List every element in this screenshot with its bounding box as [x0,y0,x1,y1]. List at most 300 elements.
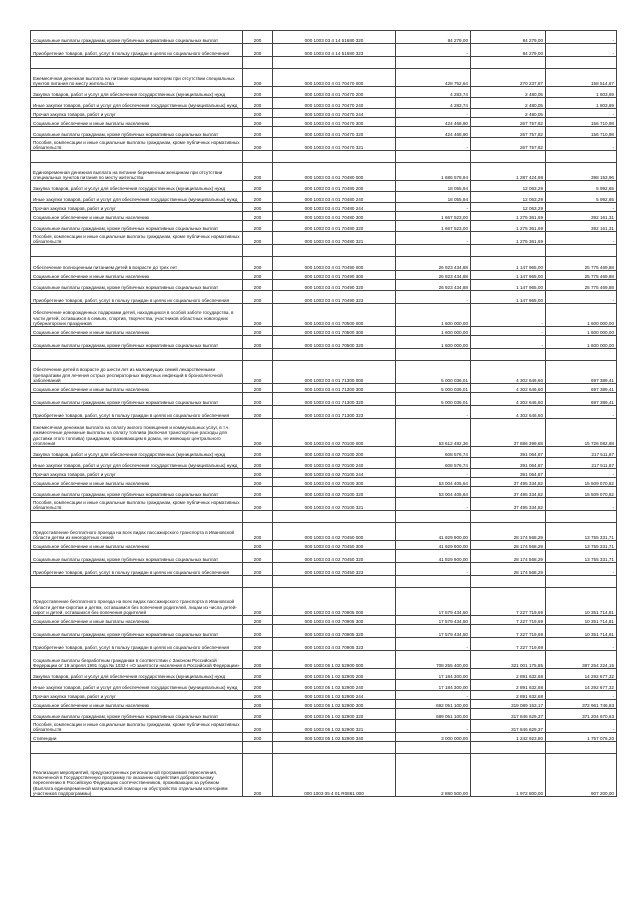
executed-amount: 37 495 334,82 [471,478,546,487]
table-row [31,127,617,138]
row-name: Пособия, компенсации и иные социальные выплаты гражданам, кроме публичных нормативных обязательств [31,138,243,151]
spacer-row [31,151,617,163]
table-row [31,709,617,720]
spacer-cell [243,576,273,588]
spacer-cell [273,151,396,163]
approved-amount: 424 468,90 [396,127,471,138]
budget-code: 000 1003 03 4 01 70490 300 [273,271,396,280]
budget-code: 000 1003 05 1 02 52900 320 [273,709,396,720]
unexecuted-amount: 13 755 331,71 [546,550,617,563]
table-row [31,232,617,245]
unexecuted-amount: 398 153,96 [546,163,617,181]
budget-code: 000 1003 03 4 01 70480 321 [273,232,396,245]
admin-code: 200 [243,523,273,541]
unexecuted-amount: 392 161,31 [546,212,617,221]
table-row [31,487,617,498]
table-row [31,523,617,541]
unexecuted-amount: - [546,406,617,419]
spacer-cell [546,576,617,588]
row-name: Предоставление бесплатного проезда на всех видах пассажирского транспорта в Ивановской области детям из многодетных семей [31,523,243,541]
spacer-cell [273,57,396,69]
table-row [31,327,617,336]
spacer-cell [396,511,471,523]
budget-code: 000 1003 03 4 01 70490 323 [273,291,396,304]
admin-code: 200 [243,700,273,709]
table-row [31,458,617,469]
budget-code: 000 1003 03 4 01 70500 300 [273,327,396,336]
row-name: Социальные выплаты гражданам, кроме публичных нормативных социальных выплат [31,31,243,44]
budget-code: 000 1003 03 4 01 70480 200 [273,181,396,192]
table-row [31,638,617,651]
admin-code: 200 [243,336,273,349]
budget-code: 000 1003 03 4 02 70100 000 [273,419,396,447]
row-name: Закупка товаров, работ и услуг для обеспечения государственных (муниципальных) нужд [31,669,243,680]
unexecuted-amount: 10 351 714,81 [546,625,617,638]
approved-amount: - [396,469,471,478]
approved-amount: 5 000 036,01 [396,384,471,393]
unexecuted-amount: 158 514,67 [546,69,617,87]
executed-amount: 1 275 361,69 [471,221,546,232]
unexecuted-amount: - [546,109,617,118]
spacer-cell [31,151,243,163]
row-name: Приобретение товаров, работ, услуг в пользу граждан в целях их социального обеспечения [31,638,243,651]
unexecuted-amount: - [546,203,617,212]
approved-amount: 4 283,74 [396,98,471,109]
table-row [31,98,617,109]
row-name: Социальные выплаты гражданам, кроме публичных нормативных социальных выплат [31,709,243,720]
executed-amount: 321 001 175,85 [471,651,546,669]
budget-code: 000 1003 03 4 02 70450 323 [273,563,396,576]
approved-amount: 5 000 036,01 [396,361,471,384]
executed-amount: 267 757,82 [471,127,546,138]
admin-code: 200 [243,69,273,87]
spacer-cell [396,57,471,69]
unexecuted-amount: 371 204 670,63 [546,709,617,720]
executed-amount: 7 227 719,69 [471,638,546,651]
approved-amount: 17 579 434,50 [396,625,471,638]
row-name: Социальное обеспечение и иные выплаты населению [31,384,243,393]
table-row [31,31,617,44]
admin-code: 200 [243,691,273,700]
admin-code: 200 [243,192,273,203]
row-name: Социальные выплаты гражданам, кроме публичных нормативных социальных выплат [31,221,243,232]
row-name: Закупка товаров, работ и услуг для обеспечения государственных (муниципальных) нужд [31,87,243,98]
executed-amount: 12 063,29 [471,181,546,192]
budget-code: 000 1003 03 4 14 51680 323 [273,44,396,57]
row-name: Социальное обеспечение и иные выплаты населению [31,271,243,280]
row-name: Предоставление бесплатного проезда на всех видах пассажирского транспорта в Ивановской области детям-сиротам и детям, оставшимся без попечения родителей, лицам из числа детей-сирот и детей, оставшихся без попечения родителей [31,588,243,616]
table-row [31,754,617,797]
spacer-cell [243,151,273,163]
admin-code: 200 [243,181,273,192]
executed-amount: 270 237,87 [471,69,546,87]
spacer-cell [31,349,243,361]
budget-code: 000 1003 05 1 02 52900 340 [273,733,396,742]
approved-amount: 4 283,74 [396,87,471,98]
row-name: Пособия, компенсации и иные социальные выплаты гражданам, кроме публичных нормативных обязательств [31,498,243,511]
budget-code: 000 1003 03 4 01 70490 320 [273,280,396,291]
executed-amount: 28 174 568,29 [471,523,546,541]
spacer-cell [546,151,617,163]
executed-amount: 1 972 800,00 [471,754,546,797]
budget-code: 000 1003 03 4 01 70470 300 [273,118,396,127]
table-row [31,336,617,349]
budget-code: 000 1003 03 4 01 70470 320 [273,127,396,138]
executed-amount: 2 480,05 [471,109,546,118]
table-row [31,203,617,212]
approved-amount: 1 600 000,00 [396,327,471,336]
table-row [31,87,617,98]
budget-code: 000 1003 03 4 02 70450 000 [273,523,396,541]
table-row [31,271,617,280]
row-name: Приобретение товаров, работ, услуг в пользу граждан в целях их социального обеспечения [31,563,243,576]
row-name: Социальное обеспечение и иные выплаты населению [31,478,243,487]
spacer-cell [31,245,243,257]
spacer-cell [546,57,617,69]
admin-code: 200 [243,498,273,511]
spacer-cell [471,742,546,754]
executed-amount: 317 846 629,37 [471,720,546,733]
admin-code: 200 [243,138,273,151]
row-name: Социальные выплаты гражданам, кроме публичных нормативных социальных выплат [31,393,243,406]
spacer-row [31,245,617,257]
spacer-cell [471,245,546,257]
unexecuted-amount: - [546,638,617,651]
unexecuted-amount: 1 600 000,00 [546,336,617,349]
table-row [31,138,617,151]
admin-code: 200 [243,31,273,44]
spacer-cell [243,245,273,257]
budget-code: 000 1003 03 4 03 70905 300 [273,616,396,625]
executed-amount: 2 480,05 [471,87,546,98]
admin-code: 200 [243,720,273,733]
row-name: Иные закупки товаров, работ и услуг для обеспечения государственных (муниципальных) нужд [31,98,243,109]
approved-amount: - [396,691,471,700]
unexecuted-amount: 372 961 746,83 [546,700,617,709]
approved-amount: 41 929 900,00 [396,550,471,563]
budget-code: 000 1003 03 4 02 70450 320 [273,550,396,563]
unexecuted-amount: - [546,498,617,511]
unexecuted-amount: 387 254 224,15 [546,651,617,669]
spacer-cell [273,511,396,523]
unexecuted-amount: - [546,138,617,151]
row-name: Пособия, компенсации и иные социальные выплаты гражданам, кроме публичных нормативных обязательств [31,720,243,733]
approved-amount: 2 880 500,00 [396,754,471,797]
executed-amount: - [471,327,546,336]
table-row [31,478,617,487]
executed-amount: 37 886 399,68 [471,419,546,447]
unexecuted-amount: 25 775 469,88 [546,271,617,280]
approved-amount: 17 579 434,50 [396,616,471,625]
approved-amount: - [396,406,471,419]
spacer-cell [546,742,617,754]
budget-code: 000 1003 03 4 01 70500 000 [273,304,396,327]
table-row [31,69,617,87]
approved-amount: 608 576,74 [396,447,471,458]
admin-code: 200 [243,291,273,304]
table-row [31,588,617,616]
approved-amount: - [396,109,471,118]
table-row [31,221,617,232]
row-name: Социальные выплаты гражданам, кроме публичных нормативных социальных выплат [31,487,243,498]
spacer-cell [471,349,546,361]
admin-code: 200 [243,588,273,616]
approved-amount: - [396,203,471,212]
row-name: Ежемесячная денежная выплата на оплату жилого помещения и коммунальных услуг, в т.ч. ежемесячные денежные выплаты на оплату топлива (включая транспортные расходы для доставки этого топлива) гражданам, проживающим в домах, не имеющих центрального отопления [31,419,243,447]
admin-code: 200 [243,651,273,669]
row-name: Иные закупки товаров, работ и услуг для обеспечения государственных (муниципальных) нужд [31,458,243,469]
row-name: Закупка товаров, работ и услуг для обеспечения государственных (муниципальных) нужд [31,181,243,192]
admin-code: 200 [243,257,273,271]
admin-code: 200 [243,680,273,691]
admin-code: 200 [243,118,273,127]
budget-code: 000 1003 03 4 01 70470 000 [273,69,396,87]
approved-amount: 26 923 434,88 [396,280,471,291]
spacer-cell [396,576,471,588]
unexecuted-amount: 907 200,00 [546,754,617,797]
admin-code: 200 [243,232,273,245]
executed-amount: 37 495 334,82 [471,498,546,511]
admin-code: 200 [243,203,273,212]
row-name: Обеспечение полноценным питанием детей в возрасте до трех лет [31,257,243,271]
budget-code: 000 1003 03 4 01 70470 321 [273,138,396,151]
budget-code: 000 1003 03 4 01 71300 320 [273,393,396,406]
admin-code: 200 [243,563,273,576]
budget-code: 000 1003 03 4 02 70100 300 [273,478,396,487]
spacer-cell [31,511,243,523]
executed-amount: 1 147 965,00 [471,257,546,271]
budget-code: 000 1003 03 4 03 70905 320 [273,625,396,638]
table-row [31,541,617,550]
spacer-cell [471,576,546,588]
admin-code: 200 [243,469,273,478]
executed-amount: 4 302 646,60 [471,393,546,406]
executed-amount: 319 089 153,17 [471,700,546,709]
table-row [31,669,617,680]
table-row [31,109,617,118]
budget-code: 000 1003 03 4 03 70905 323 [273,638,396,651]
unexecuted-amount: - [546,563,617,576]
approved-amount: 17 184 300,00 [396,680,471,691]
table-row [31,733,617,742]
spacer-cell [396,151,471,163]
executed-amount: 391 064,87 [471,447,546,458]
row-name: Приобретение товаров, работ, услуг в пользу граждан в целях их социального обеспечения [31,406,243,419]
approved-amount: 17 579 434,50 [396,588,471,616]
executed-amount: 12 063,29 [471,192,546,203]
spacer-row [31,349,617,361]
unexecuted-amount: 156 710,98 [546,127,617,138]
spacer-row [31,57,617,69]
budget-code: 000 1003 03 4 01 70480 000 [273,163,396,181]
executed-amount: 2 891 632,68 [471,669,546,680]
row-name: Ежемесячная денежная выплата на питание кормящим матерям при отсутствии специальных пунктов питания по месту жительства [31,69,243,87]
unexecuted-amount: 697 389,41 [546,384,617,393]
unexecuted-amount: 5 992,65 [546,181,617,192]
executed-amount: 391 064,87 [471,469,546,478]
approved-amount: 26 923 434,88 [396,257,471,271]
unexecuted-amount: 217 511,87 [546,458,617,469]
admin-code: 200 [243,625,273,638]
spacer-cell [31,57,243,69]
executed-amount: 4 302 646,60 [471,361,546,384]
budget-code: 000 1003 05 4 01 R0861 000 [273,754,396,797]
unexecuted-amount: 392 161,31 [546,221,617,232]
row-name: Приобретение товаров, работ, услуг в пользу граждан в целях их социального обеспечения [31,44,243,57]
approved-amount: - [396,498,471,511]
unexecuted-amount: 1 600 000,00 [546,304,617,327]
unexecuted-amount: - [546,469,617,478]
budget-code: 000 1003 03 4 02 70100 321 [273,498,396,511]
table-body [31,31,617,797]
spacer-cell [31,576,243,588]
executed-amount: 1 242 923,80 [471,733,546,742]
row-name: Социальное обеспечение и иные выплаты населению [31,616,243,625]
admin-code: 200 [243,458,273,469]
unexecuted-amount: 25 775 469,88 [546,257,617,271]
spacer-cell [546,511,617,523]
approved-amount: 18 055,94 [396,181,471,192]
budget-code: 000 1003 03 4 02 70100 240 [273,458,396,469]
unexecuted-amount: 15 509 070,82 [546,487,617,498]
row-name: Прочая закупка товаров, работ и услуг [31,691,243,700]
admin-code: 200 [243,550,273,563]
row-name: Социальное обеспечение и иные выплаты населению [31,327,243,336]
table-row [31,447,617,458]
executed-amount: 7 227 719,69 [471,616,546,625]
approved-amount: 5 000 036,01 [396,393,471,406]
approved-amount: - [396,232,471,245]
approved-amount: 692 051 100,00 [396,700,471,709]
row-name: Прочая закупка товаров, работ и услуг [31,469,243,478]
table-row [31,280,617,291]
row-name: Иные закупки товаров, работ и услуг для обеспечения государственных (муниципальных) нужд [31,680,243,691]
unexecuted-amount: 697 389,41 [546,393,617,406]
admin-code: 200 [243,304,273,327]
budget-code: 000 1003 03 4 01 70480 244 [273,203,396,212]
budget-code: 000 1003 03 4 02 70100 200 [273,447,396,458]
approved-amount: - [396,138,471,151]
budget-code: 000 1003 03 4 01 71300 000 [273,361,396,384]
approved-amount: 1 667 523,00 [396,212,471,221]
approved-amount: 84 279,00 [396,31,471,44]
executed-amount: 1 275 361,69 [471,232,546,245]
row-name: Социальные выплаты гражданам, кроме публичных нормативных социальных выплат [31,127,243,138]
unexecuted-amount: 1 757 076,20 [546,733,617,742]
spacer-cell [396,742,471,754]
executed-amount: 1 147 965,00 [471,280,546,291]
spacer-row [31,742,617,754]
executed-amount: 1 275 361,69 [471,212,546,221]
table-row [31,680,617,691]
budget-code: 000 1003 03 4 01 71300 300 [273,384,396,393]
row-name: Социальные выплаты гражданам, кроме публичных нормативных социальных выплат [31,550,243,563]
table-row [31,212,617,221]
table-row [31,163,617,181]
executed-amount: 2 891 632,68 [471,691,546,700]
approved-amount: 1 600 000,00 [396,336,471,349]
admin-code: 200 [243,98,273,109]
approved-amount: - [396,720,471,733]
spacer-cell [243,349,273,361]
admin-code: 200 [243,109,273,118]
admin-code: 200 [243,393,273,406]
executed-amount: 84 279,00 [471,44,546,57]
executed-amount: 28 174 568,29 [471,541,546,550]
spacer-cell [273,349,396,361]
budget-code: 000 1003 03 4 02 70100 244 [273,469,396,478]
spacer-cell [243,57,273,69]
budget-code: 000 1003 03 4 01 70490 000 [273,257,396,271]
admin-code: 200 [243,541,273,550]
table-row [31,419,617,447]
admin-code: 200 [243,733,273,742]
unexecuted-amount: 1 600 000,00 [546,327,617,336]
admin-code: 200 [243,44,273,57]
approved-amount: 53 612 482,36 [396,419,471,447]
approved-amount: 608 576,74 [396,458,471,469]
spacer-cell [273,742,396,754]
unexecuted-amount: - [546,44,617,57]
unexecuted-amount: 14 292 677,32 [546,680,617,691]
unexecuted-amount: 5 992,65 [546,192,617,203]
admin-code: 200 [243,669,273,680]
approved-amount: 53 004 405,64 [396,478,471,487]
executed-amount: 84 279,00 [471,31,546,44]
spacer-cell [31,742,243,754]
table-row [31,651,617,669]
table-row [31,625,617,638]
executed-amount: 1 147 965,00 [471,271,546,280]
spacer-cell [243,511,273,523]
table-row [31,406,617,419]
admin-code: 200 [243,638,273,651]
unexecuted-amount: 13 755 331,71 [546,523,617,541]
budget-code: 000 1003 03 4 01 70470 240 [273,98,396,109]
row-name: Социальные выплаты безработным гражданам в соответствии с Законом Российской Федерации от 19 апреля 1991 года № 1032-I «О занятости населения в Российской Федерации» [31,651,243,669]
admin-code: 200 [243,384,273,393]
row-name: Социальные выплаты гражданам, кроме публичных нормативных социальных выплат [31,336,243,349]
budget-code: 000 1003 03 4 01 71300 323 [273,406,396,419]
admin-code: 200 [243,419,273,447]
spacer-cell [471,57,546,69]
table-row [31,563,617,576]
table-row [31,691,617,700]
admin-code: 200 [243,754,273,797]
admin-code: 200 [243,163,273,181]
executed-amount: - [471,336,546,349]
admin-code: 200 [243,487,273,498]
row-name: Приобретение товаров, работ, услуг в пользу граждан в целях их социального обеспечения [31,291,243,304]
row-name: Социальные выплаты гражданам, кроме публичных нормативных социальных выплат [31,280,243,291]
row-name: Закупка товаров, работ и услуг для обеспечения государственных (муниципальных) нужд [31,447,243,458]
admin-code: 200 [243,271,273,280]
executed-amount: 4 302 646,60 [471,406,546,419]
row-name: Социальное обеспечение и иные выплаты населению [31,541,243,550]
approved-amount: 1 600 000,00 [396,304,471,327]
executed-amount: - [471,304,546,327]
budget-code: 000 1003 03 4 02 70100 320 [273,487,396,498]
unexecuted-amount: 10 351 714,81 [546,616,617,625]
executed-amount: 28 174 568,29 [471,550,546,563]
budget-code: 000 1003 03 4 01 70480 300 [273,212,396,221]
budget-code: 000 1003 03 4 01 70500 320 [273,336,396,349]
row-name: Пособия, компенсации и иные социальные выплаты гражданам, кроме публичных нормативных обязательств [31,232,243,245]
budget-report-table [30,30,616,797]
budget-code: 000 1003 03 4 01 70470 200 [273,87,396,98]
approved-amount: 1 667 523,00 [396,221,471,232]
executed-amount: 267 757,82 [471,138,546,151]
